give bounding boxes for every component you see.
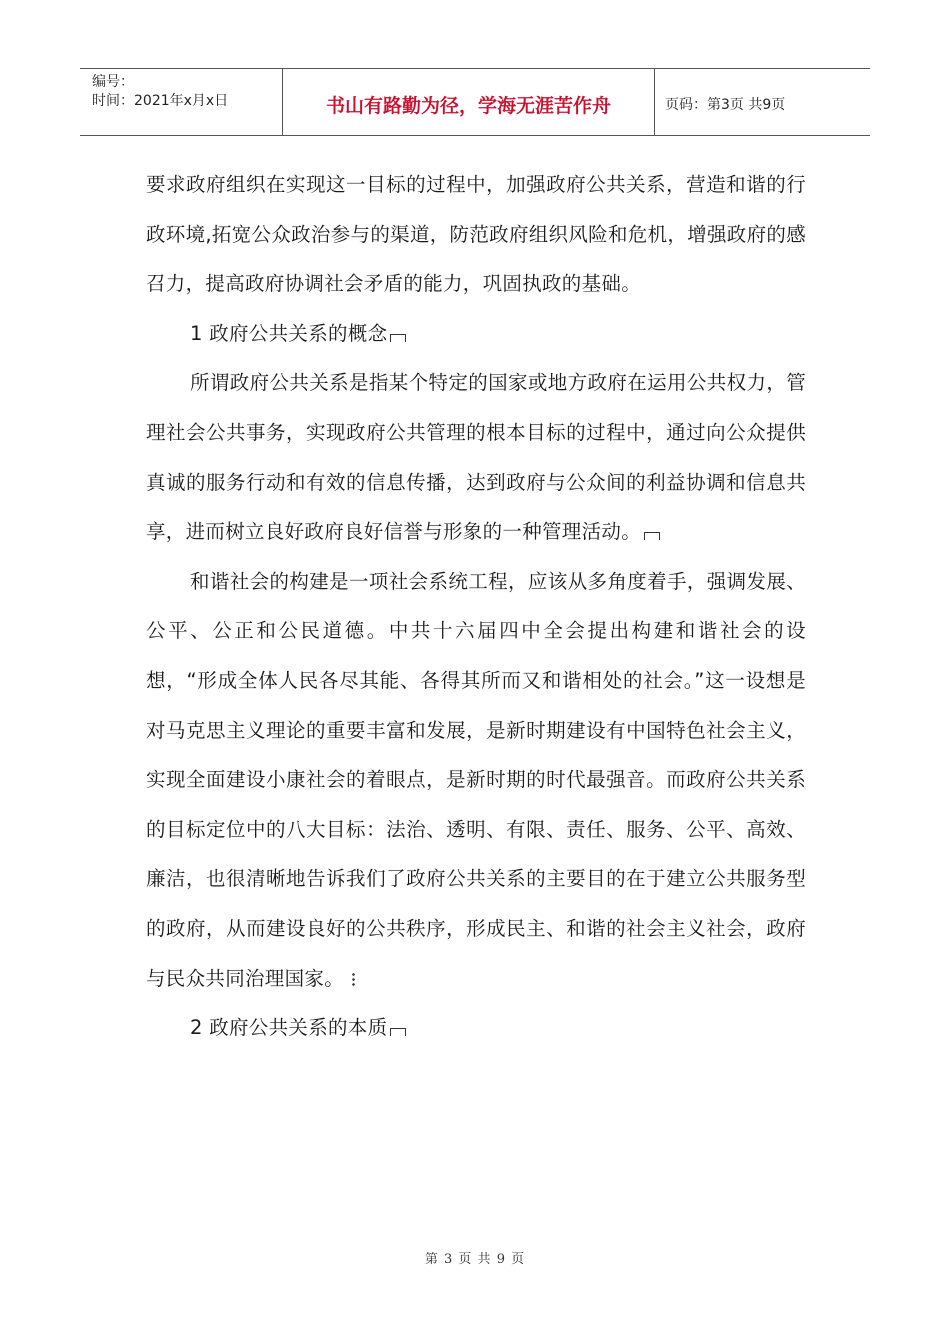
heading-text: 2 政府公共关系的本质 xyxy=(190,1016,388,1040)
document-body xyxy=(146,160,806,1053)
paragraph-mark-icon xyxy=(390,1028,406,1036)
body-paragraph xyxy=(146,358,806,556)
header-meta xyxy=(80,69,283,135)
body-paragraph xyxy=(146,160,806,309)
page-header xyxy=(80,68,870,136)
paragraph-text: 要求政府组织在实现这一目标的过程中，加强政府公共关系，营造和谐的行政环境,拓宽公众政治参与的渠道，防范政府组织风险和危机，增强政府的感召力，提高政府协调社会矛盾的能力，巩固执政的基础。 xyxy=(146,173,806,296)
section-heading-2 xyxy=(146,1003,806,1053)
header-page-info: 页码：第3页 共9页 xyxy=(665,97,786,113)
heading-text: 1 政府公共关系的概念 xyxy=(190,321,388,345)
serial-label: 编号： xyxy=(92,74,134,90)
paragraph-text: 和谐社会的构建是一项社会系统工程，应该从多角度着手，强调发展、公平、公正和公民道德。中共十六届四中全会提出构建和谐社会的设想，“形成全体人民各尽其能、各得其所而又和谐相处的社会。”这一设想是对马克思主义理论的重要丰富和发展，是新时期建设有中国特色社会主义，实现全面建设小康社会的着眼点，是新时期的时代最强音。而政府公共关系的目标定位中的八大目标：法治、透明、有限、责任、服务、公平、高效、廉洁，也很清晰地告诉我们了政府公共关系的主要目的在于建立公共服务型的政府，从而建设良好的公共秩序，形成民主、和谐的社会主义社会，政府与民众共同治理国家。 xyxy=(146,569,806,990)
line-break-mark-icon xyxy=(352,972,355,986)
paragraph-mark-icon xyxy=(644,532,660,540)
body-paragraph xyxy=(146,557,806,1003)
header-motto: 书山有路勤为径，学海无涯苦作舟 xyxy=(283,69,655,135)
paragraph-text: 所谓政府公共关系是指某个特定的国家或地方政府在运用公共权力，管理社会公共事务，实现政府公共管理的根本目标的过程中，通过向公众提供真诚的服务行动和有效的信息传播，达到政府与公众间的利益协调和信息共享，进而树立良好政府良好信誉与形象的一种管理活动。 xyxy=(146,371,806,544)
paragraph-mark-icon xyxy=(390,334,406,342)
time-label: 时间：2021年x月x日 xyxy=(92,93,229,109)
section-heading-1 xyxy=(146,309,806,359)
page-footer: 第 3 页 共 9 页 xyxy=(424,1252,526,1267)
